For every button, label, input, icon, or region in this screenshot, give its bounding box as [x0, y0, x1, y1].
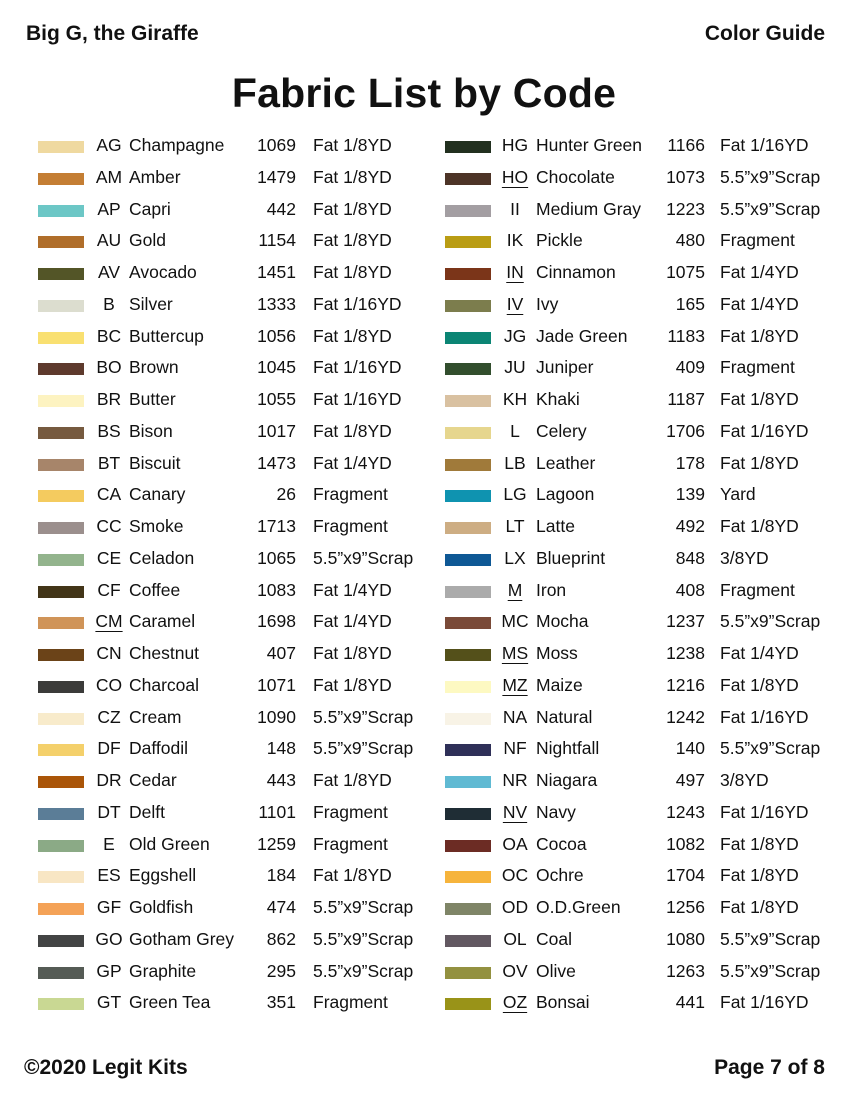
- fabric-name: Iron: [536, 579, 567, 600]
- fabric-code: CF: [97, 579, 121, 600]
- color-swatch: [38, 871, 84, 883]
- fabric-amount: Fat 1/8YD: [313, 865, 392, 886]
- fabric-amount: Fat 1/4YD: [720, 262, 799, 282]
- fabric-number: 1704: [666, 865, 705, 886]
- color-swatch: [38, 744, 84, 756]
- fabric-name: Maize: [536, 674, 583, 695]
- fabric-name: Hunter Green: [536, 135, 643, 155]
- color-swatch: [445, 744, 491, 756]
- fabric-amount: Fat 1/16YD: [720, 420, 809, 441]
- fabric-code: CA: [96, 484, 122, 505]
- fabric-number: 1256: [666, 897, 705, 917]
- fabric-code: NA: [502, 706, 528, 727]
- fabric-name: Ochre: [536, 865, 584, 886]
- fabric-number: 165: [675, 293, 705, 314]
- fabric-code: JG: [503, 325, 527, 346]
- fabric-name: Nightfall: [536, 738, 600, 759]
- color-swatch: [445, 427, 491, 439]
- fabric-name: Caramel: [129, 611, 196, 632]
- color-swatch: [445, 173, 491, 185]
- fabric-name: Silver: [129, 293, 173, 314]
- fabric-number: 1216: [666, 674, 705, 695]
- fabric-name: Amber: [129, 166, 181, 187]
- fabric-name: O.D.Green: [536, 897, 621, 917]
- color-swatch: [445, 395, 491, 407]
- fabric-number: 1055: [257, 389, 296, 409]
- color-swatch: [445, 205, 491, 217]
- fabric-amount: 5.5”x9”Scrap: [720, 928, 821, 949]
- color-swatch: [38, 903, 84, 915]
- fabric-number: 1479: [257, 166, 296, 187]
- fabric-code: OA: [502, 833, 528, 854]
- fabric-number: 1223: [666, 198, 705, 219]
- color-swatch: [445, 998, 491, 1010]
- fabric-number: 1071: [257, 674, 296, 695]
- fabric-code: AP: [97, 198, 121, 219]
- fabric-name: Champagne: [129, 135, 225, 155]
- fabric-name: Daffodil: [129, 738, 189, 759]
- fabric-amount: Fat 1/8YD: [720, 389, 799, 409]
- fabric-code: GT: [96, 992, 122, 1013]
- color-swatch: [445, 903, 491, 915]
- fabric-number: 148: [266, 738, 296, 759]
- fabric-amount: Fat 1/8YD: [720, 833, 799, 854]
- fabric-code: E: [103, 833, 115, 854]
- fabric-code: CC: [96, 516, 122, 536]
- fabric-code: II: [510, 198, 520, 219]
- color-swatch: [445, 141, 491, 153]
- fabric-name: Gold: [129, 230, 166, 251]
- fabric-number: 1706: [666, 420, 705, 441]
- fabric-amount: Fat 1/16YD: [720, 706, 809, 727]
- fabric-amount: Fat 1/4YD: [313, 611, 392, 632]
- fabric-code: AU: [96, 230, 122, 251]
- color-swatch: [38, 300, 84, 312]
- fabric-code: M: [507, 579, 523, 600]
- fabric-number: 1243: [666, 801, 705, 822]
- color-swatch: [38, 268, 84, 280]
- fabric-number: 1045: [257, 357, 296, 378]
- fabric-number: 1242: [666, 706, 705, 727]
- fabric-number: 178: [675, 452, 705, 473]
- fabric-amount: Fat 1/8YD: [720, 452, 799, 473]
- fabric-number: 1451: [257, 262, 296, 282]
- fabric-code: JU: [504, 357, 526, 378]
- fabric-code: IV: [506, 293, 524, 314]
- fabric-amount: Fat 1/4YD: [313, 452, 392, 473]
- fabric-amount: Fat 1/16YD: [313, 293, 402, 314]
- fabric-number: 1075: [666, 262, 705, 282]
- fabric-name: Canary: [129, 484, 186, 505]
- fabric-number: 848: [675, 547, 705, 568]
- color-swatch: [445, 490, 491, 502]
- color-swatch: [445, 808, 491, 820]
- color-swatch: [38, 522, 84, 534]
- fabric-number: 1101: [258, 801, 296, 822]
- fabric-name: Biscuit: [129, 452, 181, 473]
- color-swatch: [445, 586, 491, 598]
- fabric-number: 1183: [667, 325, 705, 346]
- fabric-amount: Fragment: [720, 230, 795, 251]
- fabric-number: 862: [266, 928, 296, 949]
- fabric-number: 408: [675, 579, 705, 600]
- color-swatch: [445, 363, 491, 375]
- fabric-name: Green Tea: [129, 992, 211, 1013]
- fabric-code: IK: [506, 230, 524, 251]
- fabric-amount: 5.5”x9”Scrap: [720, 198, 821, 219]
- color-swatch: [38, 649, 84, 661]
- fabric-name: Goldfish: [129, 897, 194, 917]
- fabric-code: BR: [96, 389, 122, 409]
- fabric-name: Khaki: [536, 389, 580, 409]
- fabric-number: 409: [675, 357, 705, 378]
- fabric-number: 1713: [257, 516, 296, 536]
- fabric-amount: Fragment: [720, 579, 795, 600]
- fabric-amount: Fat 1/16YD: [720, 135, 809, 155]
- fabric-name: Ivy: [536, 293, 559, 314]
- fabric-code: LB: [504, 452, 526, 473]
- fabric-code: GP: [96, 960, 122, 981]
- fabric-number: 1083: [257, 579, 296, 600]
- fabric-code: KH: [502, 389, 528, 409]
- color-swatch: [38, 998, 84, 1010]
- fabric-number: 1187: [667, 389, 705, 409]
- fabric-number: 1154: [258, 230, 296, 251]
- fabric-name: Celadon: [129, 547, 195, 568]
- color-swatch: [38, 681, 84, 693]
- fabric-amount: Fat 1/8YD: [313, 135, 392, 155]
- fabric-amount: 5.5”x9”Scrap: [720, 166, 821, 187]
- fabric-amount: Fat 1/16YD: [720, 801, 809, 822]
- color-swatch: [445, 681, 491, 693]
- fabric-code: DF: [97, 738, 121, 759]
- fabric-number: 1065: [257, 547, 296, 568]
- color-swatch: [38, 395, 84, 407]
- fabric-amount: Fat 1/8YD: [313, 420, 392, 441]
- fabric-code: HG: [501, 135, 529, 155]
- color-swatch: [38, 967, 84, 979]
- color-swatch: [445, 300, 491, 312]
- fabric-amount: Fat 1/8YD: [720, 897, 799, 917]
- fabric-name: Mocha: [536, 611, 589, 632]
- fabric-name: Pickle: [536, 230, 583, 251]
- fabric-amount: Fat 1/16YD: [313, 389, 402, 409]
- fabric-code: LG: [503, 484, 527, 505]
- color-swatch: [38, 617, 84, 629]
- fabric-code: BT: [97, 452, 121, 473]
- fabric-name: Juniper: [536, 357, 594, 378]
- fabric-number: 441: [675, 992, 705, 1013]
- fabric-code: GF: [96, 897, 122, 917]
- fabric-amount: Fragment: [720, 357, 795, 378]
- color-swatch: [38, 427, 84, 439]
- fabric-code: AM: [95, 166, 123, 187]
- fabric-amount: Fat 1/8YD: [313, 230, 392, 251]
- color-swatch: [38, 776, 84, 788]
- fabric-amount: 5.5”x9”Scrap: [720, 611, 821, 632]
- fabric-amount: Fat 1/8YD: [313, 325, 392, 346]
- fabric-amount: Fragment: [313, 833, 388, 854]
- fabric-number: 1473: [257, 452, 296, 473]
- color-swatch: [38, 205, 84, 217]
- fabric-amount: 5.5”x9”Scrap: [313, 897, 414, 917]
- fabric-number: 1082: [666, 833, 705, 854]
- fabric-code: CZ: [97, 706, 121, 727]
- fabric-name: Bison: [129, 420, 173, 441]
- color-swatch: [445, 713, 491, 725]
- fabric-amount: Fat 1/8YD: [313, 198, 392, 219]
- fabric-name: Jade Green: [536, 325, 628, 346]
- fabric-amount: 5.5”x9”Scrap: [720, 738, 821, 759]
- fabric-code: MC: [501, 611, 529, 632]
- fabric-code: OZ: [502, 992, 528, 1013]
- fabric-number: 1238: [666, 643, 705, 663]
- fabric-code: NF: [503, 738, 527, 759]
- fabric-number: 480: [675, 230, 705, 251]
- fabric-number: 1069: [257, 135, 296, 155]
- fabric-code: CO: [95, 674, 123, 695]
- fabric-number: 492: [675, 516, 705, 536]
- fabric-code: MZ: [502, 674, 528, 695]
- fabric-code: IN: [506, 262, 524, 282]
- fabric-number: 1056: [257, 325, 296, 346]
- fabric-code: CE: [96, 547, 122, 568]
- fabric-amount: Fat 1/8YD: [313, 262, 392, 282]
- fabric-amount: Fat 1/8YD: [313, 674, 392, 695]
- fabric-name: Leather: [536, 452, 596, 473]
- fabric-name: Natural: [536, 706, 593, 727]
- fabric-code: LT: [505, 516, 525, 536]
- color-swatch: [445, 967, 491, 979]
- fabric-name: Medium Gray: [536, 198, 642, 219]
- fabric-amount: Fat 1/8YD: [313, 770, 392, 790]
- fabric-amount: Fat 1/8YD: [720, 516, 799, 536]
- fabric-name: Niagara: [536, 770, 598, 790]
- color-swatch: [445, 554, 491, 566]
- fabric-amount: Fat 1/8YD: [720, 865, 799, 886]
- fabric-code: L: [510, 420, 520, 441]
- fabric-amount: 5.5”x9”Scrap: [313, 960, 414, 981]
- fabric-amount: Fat 1/16YD: [313, 357, 402, 378]
- fabric-number: 1237: [666, 611, 705, 632]
- fabric-name: Avocado: [129, 262, 197, 282]
- fabric-amount: Fat 1/8YD: [313, 166, 392, 187]
- fabric-number: 1090: [257, 706, 296, 727]
- fabric-code: NR: [502, 770, 528, 790]
- fabric-amount: Fragment: [313, 992, 388, 1013]
- fabric-code: DR: [96, 770, 122, 790]
- fabric-name: Moss: [536, 643, 578, 663]
- fabric-number: 184: [266, 865, 296, 886]
- fabric-name: Latte: [536, 516, 575, 536]
- color-swatch: [445, 776, 491, 788]
- fabric-code: OV: [502, 960, 528, 981]
- fabric-code: OL: [503, 928, 527, 949]
- fabric-number: 295: [266, 960, 296, 981]
- fabric-number: 1263: [666, 960, 705, 981]
- fabric-code: ES: [97, 865, 121, 886]
- fabric-name: Celery: [536, 420, 587, 441]
- fabric-name: Delft: [129, 801, 165, 822]
- fabric-number: 1259: [257, 833, 296, 854]
- color-swatch: [445, 268, 491, 280]
- fabric-name: Charcoal: [129, 674, 200, 695]
- fabric-name: Cocoa: [536, 833, 587, 854]
- color-swatch: [38, 236, 84, 248]
- color-swatch: [445, 332, 491, 344]
- fabric-name: Eggshell: [129, 865, 197, 886]
- fabric-name: Buttercup: [129, 325, 204, 346]
- fabric-amount: Fat 1/16YD: [720, 992, 809, 1013]
- color-swatch: [38, 586, 84, 598]
- fabric-number: 1017: [257, 420, 296, 441]
- fabric-code: OD: [501, 897, 529, 917]
- fabric-code: GO: [95, 928, 123, 949]
- fabric-name: Lagoon: [536, 484, 595, 505]
- fabric-number: 26: [276, 484, 296, 505]
- fabric-amount: 5.5”x9”Scrap: [313, 706, 414, 727]
- fabric-number: 139: [675, 484, 705, 505]
- fabric-amount: 5.5”x9”Scrap: [313, 928, 414, 949]
- fabric-number: 442: [266, 198, 296, 219]
- fabric-code: B: [103, 293, 115, 314]
- fabric-code: CM: [95, 611, 123, 632]
- color-swatch: [445, 871, 491, 883]
- pattern-name: Big G, the Giraffe: [26, 22, 199, 45]
- fabric-amount: Yard: [720, 484, 756, 505]
- fabric-name: Brown: [129, 357, 179, 378]
- fabric-number: 1073: [666, 166, 705, 187]
- fabric-amount: 5.5”x9”Scrap: [313, 738, 414, 759]
- fabric-name: Bonsai: [536, 992, 590, 1013]
- fabric-name: Graphite: [129, 960, 197, 981]
- fabric-name: Coffee: [129, 579, 181, 600]
- fabric-amount: Fragment: [313, 801, 388, 822]
- fabric-code: AG: [96, 135, 122, 155]
- color-swatch: [38, 363, 84, 375]
- fabric-number: 474: [266, 897, 296, 917]
- fabric-name: Navy: [536, 801, 576, 822]
- fabric-amount: Fragment: [313, 484, 388, 505]
- copyright: ©2020 Legit Kits: [24, 1056, 188, 1079]
- fabric-code: NV: [502, 801, 528, 822]
- color-swatch: [38, 490, 84, 502]
- fabric-number: 1333: [257, 293, 296, 314]
- fabric-name: Smoke: [129, 516, 184, 536]
- fabric-number: 351: [266, 992, 296, 1013]
- fabric-code: MS: [501, 643, 529, 663]
- fabric-name: Old Green: [129, 833, 210, 854]
- color-swatch: [445, 649, 491, 661]
- fabric-name: Cedar: [129, 770, 177, 790]
- page-number: Page 7 of 8: [714, 1056, 825, 1079]
- fabric-amount: Fragment: [313, 516, 388, 536]
- fabric-code: BC: [96, 325, 122, 346]
- fabric-code: OC: [501, 865, 529, 886]
- fabric-amount: 3/8YD: [720, 770, 769, 790]
- fabric-code: LX: [504, 547, 526, 568]
- fabric-amount: Fat 1/4YD: [313, 579, 392, 600]
- fabric-amount: Fat 1/8YD: [313, 643, 392, 663]
- fabric-code: BO: [96, 357, 122, 378]
- color-swatch: [38, 808, 84, 820]
- fabric-name: Blueprint: [536, 547, 606, 568]
- fabric-amount: Fat 1/4YD: [720, 293, 799, 314]
- fabric-name: Chocolate: [536, 166, 615, 187]
- fabric-name: Gotham Grey: [129, 928, 235, 949]
- fabric-amount: 3/8YD: [720, 547, 769, 568]
- fabric-number: 1080: [666, 928, 705, 949]
- fabric-code: HO: [501, 166, 529, 187]
- color-swatch: [445, 236, 491, 248]
- fabric-number: 1698: [257, 611, 296, 632]
- fabric-name: Chestnut: [129, 643, 200, 663]
- fabric-number: 497: [675, 770, 705, 790]
- fabric-amount: Fat 1/4YD: [720, 643, 799, 663]
- page-title: Fabric List by Code: [231, 70, 617, 116]
- fabric-number: 443: [266, 770, 296, 790]
- color-swatch: [445, 935, 491, 947]
- fabric-amount: 5.5”x9”Scrap: [720, 960, 821, 981]
- fabric-code: CN: [96, 643, 122, 663]
- color-swatch: [38, 554, 84, 566]
- color-swatch: [38, 141, 84, 153]
- color-swatch: [38, 173, 84, 185]
- color-swatch: [445, 459, 491, 471]
- fabric-name: Olive: [536, 960, 576, 981]
- color-swatch: [38, 840, 84, 852]
- color-swatch: [38, 935, 84, 947]
- fabric-code: BS: [97, 420, 121, 441]
- fabric-number: 140: [675, 738, 705, 759]
- fabric-code: AV: [97, 262, 121, 282]
- fabric-name: Capri: [129, 198, 171, 219]
- fabric-amount: Fat 1/8YD: [720, 325, 799, 346]
- fabric-name: Butter: [129, 389, 176, 409]
- fabric-number: 407: [266, 643, 296, 663]
- color-swatch: [445, 617, 491, 629]
- fabric-code: DT: [97, 801, 121, 822]
- fabric-amount: 5.5”x9”Scrap: [313, 547, 414, 568]
- color-swatch: [38, 459, 84, 471]
- guide-label: Color Guide: [704, 22, 825, 45]
- fabric-amount: Fat 1/8YD: [720, 674, 799, 695]
- color-swatch: [445, 840, 491, 852]
- color-swatch: [38, 713, 84, 725]
- color-swatch: [38, 332, 84, 344]
- fabric-name: Coal: [536, 928, 572, 949]
- fabric-name: Cream: [129, 706, 182, 727]
- fabric-number: 1166: [667, 135, 705, 155]
- fabric-name: Cinnamon: [536, 262, 616, 282]
- color-swatch: [445, 522, 491, 534]
